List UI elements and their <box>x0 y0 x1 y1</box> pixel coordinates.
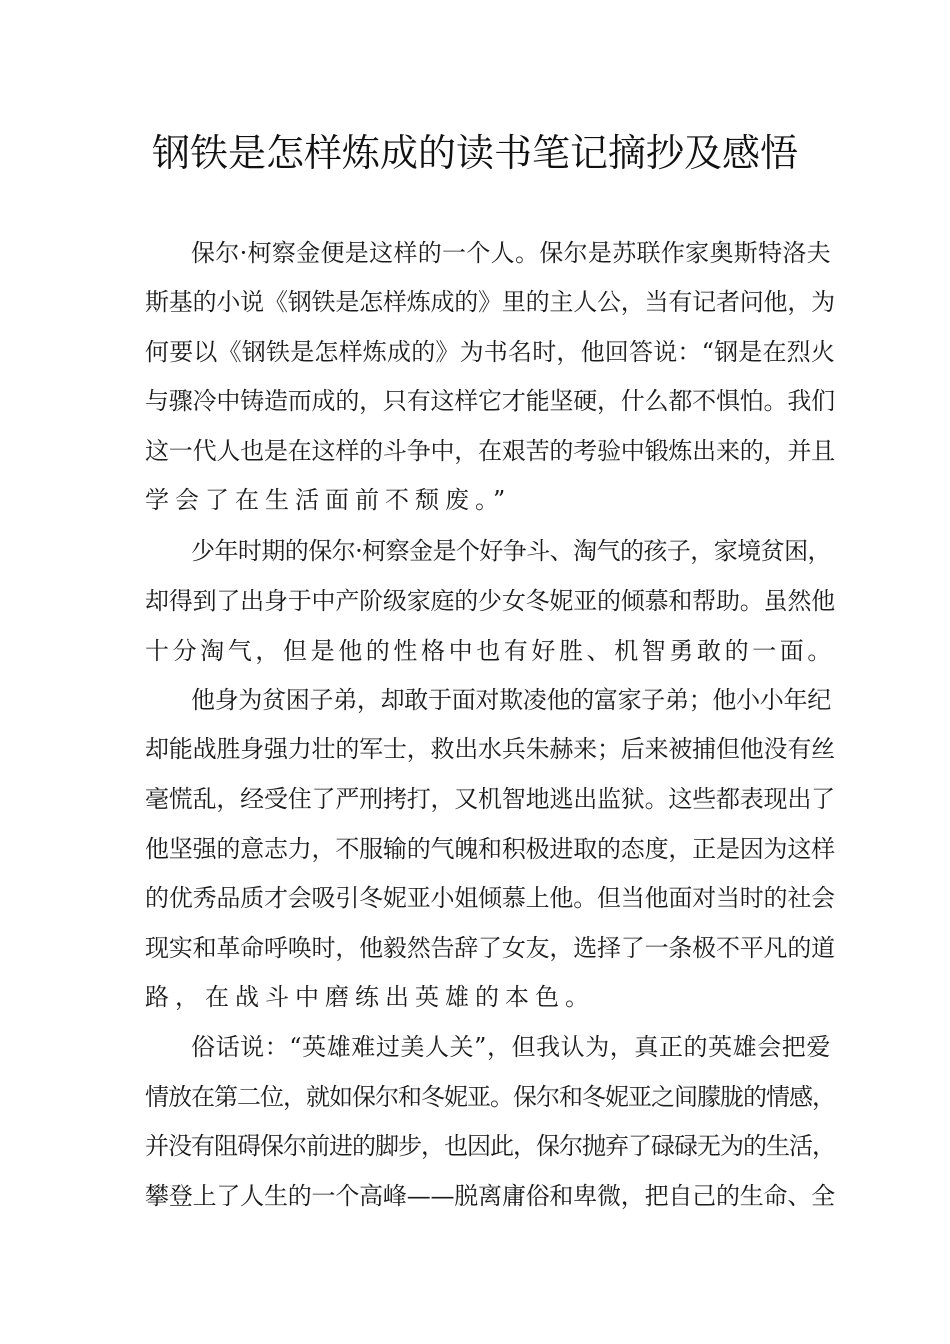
text-line: 却能战胜身强力壮的军士，救出水兵朱赫来；后来被捕但他没有丝 <box>145 735 835 763</box>
text-line: 斯基的小说《钢铁是怎样炼成的》里的主人公，当有记者问他，为 <box>145 288 835 316</box>
text-line: 攀登上了人生的一个高峰——脱离庸俗和卑微，把自己的生命、全 <box>145 1182 835 1210</box>
text-line: 这一代人也是在这样的斗争中，在艰苦的考验中锻炼出来的，并且 <box>145 437 835 465</box>
text-line: 的优秀品质才会吸引冬妮亚小姐倾慕上他。但当他面对当时的社会 <box>145 884 835 912</box>
text-line: 少年时期的保尔·柯察金是个好争斗、淘气的孩子，家境贫困， <box>191 537 831 565</box>
text-line: 路，在战斗中磨练出英雄的本色。 <box>145 983 595 1011</box>
text-line: 情放在第二位，就如保尔和冬妮亚。保尔和冬妮亚之间朦胧的情感， <box>145 1083 835 1111</box>
text-line: 现实和革命呼唤时，他毅然告辞了女友，选择了一条极不平凡的道 <box>145 934 835 962</box>
text-line: 毫慌乱，经受住了严刑拷打，又机智地逃出监狱。这些都表现出了 <box>145 785 835 813</box>
text-line: 何要以《钢铁是怎样炼成的》为书名时，他回答说：“钢是在烈火 <box>145 338 836 366</box>
document-title: 钢铁是怎样炼成的读书笔记摘抄及感悟 <box>151 131 798 175</box>
text-line: 保尔·柯察金便是这样的一个人。保尔是苏联作家奥斯特洛夫 <box>191 239 831 267</box>
text-line: 与骤冷中铸造而成的，只有这样它才能坚硬，什么都不惧怕。我们 <box>145 387 835 415</box>
text-line: 他身为贫困子弟，却敢于面对欺凌他的富家子弟；他小小年纪 <box>191 686 831 714</box>
text-line: 并没有阻碍保尔前进的脚步，也因此，保尔抛弃了碌碌无为的生活， <box>145 1132 835 1160</box>
text-line: 他坚强的意志力，不服输的气魄和积极进取的态度，正是因为这样 <box>145 835 835 863</box>
text-line: 却得到了出身于中产阶级家庭的少女冬妮亚的倾慕和帮助。虽然他 <box>145 587 835 615</box>
text-line: 十分淘气，但是他的性格中也有好胜、机智勇敢的一面。 <box>145 637 835 665</box>
text-line: 学会了在生活面前不颓废。” <box>145 486 512 514</box>
text-line: 俗话说：“英雄难过美人关”，但我认为，真正的英雄会把爱 <box>191 1033 831 1061</box>
